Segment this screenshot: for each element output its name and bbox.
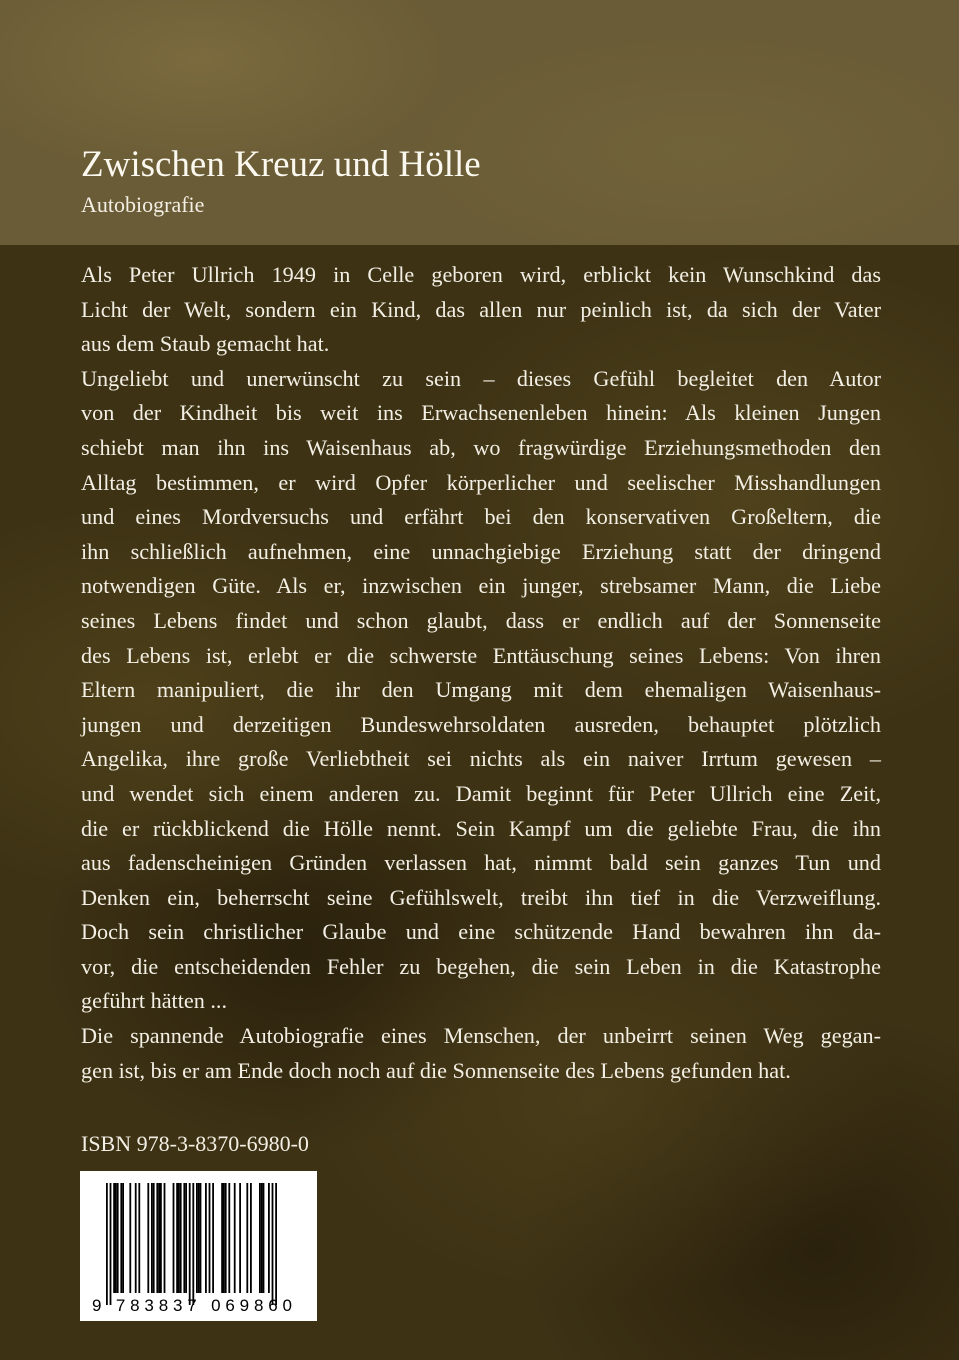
barcode-bar <box>228 1183 230 1293</box>
barcode-bar <box>200 1183 202 1293</box>
blurb-line: seines Lebens findet und schon glaubt, dass er endlich auf der Sonnenseite <box>81 607 881 633</box>
blurb-line: Die spannende Autobiografie eines Menschen, der unbeirrt seinen Weg gegan- <box>81 1023 881 1049</box>
barcode-bar <box>135 1183 137 1293</box>
barcode-bar <box>198 1183 200 1293</box>
barcode-bar <box>115 1183 117 1293</box>
book-subtitle: Autobiografie <box>81 192 205 217</box>
barcode-bar <box>261 1183 263 1293</box>
barcode-bar <box>153 1183 155 1293</box>
blurb-line: Licht der Welt, sondern ein Kind, das allen nur peinlich ist, da sich der Vater <box>81 296 881 322</box>
barcode-bar <box>239 1183 241 1293</box>
barcode-bar <box>268 1183 270 1293</box>
barcode-bar <box>183 1183 185 1293</box>
blurb-line: schiebt man ihn ins Waisenhaus ab, wo fragwürdige Erziehungsmethoden den <box>81 434 881 460</box>
blurb-text <box>81 258 881 1088</box>
barcode-bar <box>209 1183 211 1293</box>
blurb-line: Denken ein, beherrscht seine Gefühlswelt, treibt ihn tief in die Verzweiflung. <box>81 884 881 910</box>
barcode-bar <box>129 1183 131 1293</box>
barcode-bar <box>156 1183 158 1293</box>
blurb-line: aus dem Staub gemacht hat. <box>81 331 330 357</box>
barcode-bar <box>275 1183 277 1305</box>
blurb-line: die er rückblickend die Hölle nennt. Sein Kampf um die geliebte Frau, die ihn <box>81 815 881 841</box>
barcode-bar <box>176 1183 178 1293</box>
barcode-bar <box>189 1183 191 1305</box>
barcode-bar <box>173 1183 175 1293</box>
blurb-line: aus fadenscheinigen Gründen verlassen hat, nimmt bald sein ganzes Tun und <box>81 850 881 876</box>
blurb-paragraph <box>81 258 881 362</box>
blurb-line: geführt hätten ... <box>81 988 228 1014</box>
barcode-bar <box>205 1183 207 1293</box>
blurb-line: und eines Mordversuchs und erfährt bei den konservativen Großeltern, die <box>81 504 881 530</box>
barcode-bar <box>234 1183 236 1293</box>
blurb-line: jungen und derzeitigen Bundeswehrsoldaten ausreden, behauptet plötzlich <box>81 711 881 737</box>
isbn-label: ISBN 978-3-8370-6980-0 <box>81 1131 309 1156</box>
blurb-line: und wendet sich einem anderen zu. Damit beginnt für Peter Ullrich eine Zeit, <box>81 780 881 806</box>
barcode-bar <box>138 1183 140 1293</box>
barcode-bar <box>160 1183 162 1293</box>
barcode-bar <box>185 1183 187 1293</box>
blurb-line: Angelika, ihre große Verliebtheit sei nichts als ein naiver Irrtum gewesen – <box>81 746 881 772</box>
blurb-line: Eltern manipuliert, die ihr den Umgang mit dem ehemaligen Waisenhaus- <box>81 677 881 703</box>
blurb-line: notwendigen Güte. Als er, inzwischen ein junger, strebsamer Mann, die Liebe <box>81 573 881 599</box>
barcode-bar <box>196 1183 198 1293</box>
barcode-bar <box>250 1183 252 1293</box>
blurb-line: Doch sein christlicher Glaube und eine schützende Hand bewahren ihn da- <box>81 919 881 945</box>
blurb-line: des Lebens ist, erlebt er die schwerste Enttäuschung seines Lebens: Von ihren <box>81 642 881 668</box>
blurb-paragraph <box>81 1019 881 1088</box>
barcode-bar <box>180 1183 182 1293</box>
barcode-bar <box>120 1183 122 1293</box>
book-title: Zwischen Kreuz und Hölle <box>81 144 481 185</box>
barcode-bar <box>192 1183 194 1305</box>
barcode-bar <box>158 1183 160 1293</box>
barcode-bar <box>223 1183 225 1293</box>
barcode-bar <box>212 1183 214 1293</box>
barcode-bar <box>147 1183 149 1293</box>
barcode-bar <box>272 1183 274 1305</box>
blurb-line: gen ist, bis er am Ende doch noch auf die Sonnenseite des Lebens gefunden hat. <box>81 1057 791 1083</box>
blurb-line: von der Kindheit bis weit ins Erwachsenenleben hinein: Als kleinen Jungen <box>81 400 881 426</box>
barcode-bar <box>106 1183 108 1305</box>
barcode-bar <box>122 1183 124 1293</box>
barcode-bar <box>225 1183 227 1293</box>
barcode-bar <box>151 1183 153 1293</box>
barcode-bar <box>246 1183 248 1293</box>
barcode-bar <box>178 1183 180 1293</box>
barcode-digits: 9 783837 069860 <box>92 1296 292 1315</box>
barcode-bar <box>110 1183 112 1305</box>
blurb-line: Alltag bestimmen, er wird Opfer körperlicher und seelischer Misshandlungen <box>81 469 881 495</box>
barcode-bar <box>221 1183 223 1293</box>
barcode-bars <box>80 1171 317 1321</box>
blurb-line: Ungeliebt und unerwünscht zu sein – dieses Gefühl begleitet den Autor <box>81 365 881 391</box>
blurb-line: ihn schließlich aufnehmen, eine unnachgiebige Erziehung statt der dringend <box>81 538 881 564</box>
blurb-line: vor, die entscheidenden Fehler zu begehen, die sein Leben in die Katastrophe <box>81 953 881 979</box>
barcode-bar <box>259 1183 261 1293</box>
blurb-line: Als Peter Ullrich 1949 in Celle geboren wird, erblickt kein Wunschkind das <box>81 262 881 287</box>
barcode-bar <box>263 1183 265 1293</box>
barcode-bar <box>117 1183 119 1293</box>
barcode <box>80 1171 317 1321</box>
barcode-bar <box>113 1183 115 1293</box>
blurb-paragraph <box>81 362 881 1019</box>
barcode-bar <box>164 1183 166 1293</box>
